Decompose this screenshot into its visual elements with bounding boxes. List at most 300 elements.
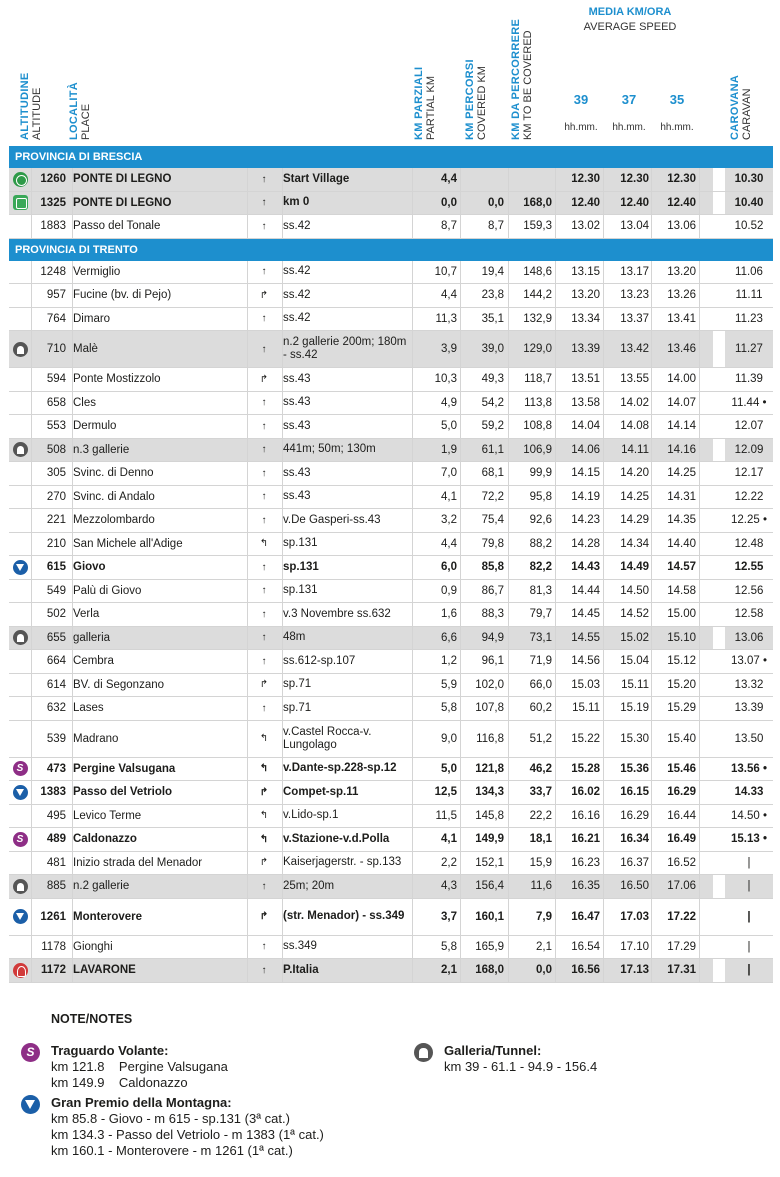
column-divider	[699, 284, 700, 307]
time-35-cell: 15.46	[667, 762, 696, 775]
table-row	[9, 331, 773, 368]
remaining-km-cell: 106,9	[523, 443, 552, 456]
table-row	[9, 959, 773, 983]
time-39-cell: 14.44	[571, 584, 600, 597]
column-divider	[460, 603, 461, 626]
direction-cell: ↱	[259, 289, 269, 301]
caravan-cell: 15.13 •	[725, 828, 773, 851]
place-cell: BV. di Segonzano	[73, 678, 165, 691]
column-divider	[460, 261, 461, 284]
time-37-cell: 14.49	[620, 561, 649, 574]
caravan-cell: 13.06	[725, 627, 773, 650]
column-divider	[699, 261, 700, 284]
caravan-gap	[713, 368, 725, 391]
time-35-cell: 15.00	[667, 608, 696, 621]
street-cell: v.Stazione-v.d.Polla	[283, 832, 390, 845]
caravan-gap	[713, 533, 725, 556]
column-divider	[699, 936, 700, 959]
column-divider	[651, 556, 652, 579]
table-row	[9, 650, 773, 674]
caravan-cell: 11.11	[725, 284, 773, 307]
column-divider	[651, 959, 652, 982]
average-speed-header	[560, 6, 700, 33]
street-cell: (str. Menador) - ss.349	[283, 910, 405, 922]
street-cell: ss.42	[283, 219, 311, 232]
partial-km-cell: 4,9	[441, 396, 457, 409]
remaining-km-cell: 132,9	[523, 312, 552, 325]
icon-cell	[11, 439, 29, 462]
place-cell: Cles	[73, 396, 97, 409]
covered-km-cell: 145,8	[475, 809, 504, 822]
time-39-cell: 14.56	[571, 655, 600, 668]
place-cell: Passo del Tonale	[73, 220, 161, 233]
time-39-cell: 14.23	[571, 514, 600, 527]
partial-km-cell: 5,0	[441, 762, 457, 775]
icon-cell	[11, 215, 29, 238]
column-divider	[699, 486, 700, 509]
table-row	[9, 415, 773, 439]
remaining-km-cell: 113,8	[524, 396, 552, 409]
street-cell: Compet-sp.11	[283, 785, 359, 798]
caravan-cell: |	[725, 875, 773, 898]
column-divider	[460, 781, 461, 804]
place-cell: Pergine Valsugana	[73, 762, 176, 775]
time-35-cell: 15.12	[667, 655, 696, 668]
altitude-cell: 1172	[41, 964, 66, 977]
caravan-gap	[713, 697, 725, 720]
caravan-cell: 12.17	[725, 462, 773, 485]
caravan-cell: 12.55	[725, 556, 773, 579]
column-divider	[651, 261, 652, 284]
notes-tv-line: km 149.9 Caldonazzo	[51, 1075, 188, 1090]
column-divider	[508, 650, 509, 673]
table-row	[9, 509, 773, 533]
table-row	[9, 462, 773, 486]
notes-tv-line: km 121.8 Pergine Valsugana	[51, 1059, 228, 1074]
place-cell: Dermulo	[73, 420, 117, 433]
covered-km-cell: 96,1	[481, 655, 504, 668]
time-35-cell: 12.30	[667, 173, 696, 186]
table-row	[9, 603, 773, 627]
average-speed-header-en: AVERAGE SPEED	[583, 21, 677, 33]
covered-km-cell: 102,0	[475, 678, 504, 691]
caravan-header-en: CARAVAN	[741, 88, 753, 140]
time-37-cell: 15.02	[620, 631, 649, 644]
table-row	[9, 721, 773, 758]
partial-km-cell: 5,8	[441, 702, 457, 715]
icon-cell	[11, 758, 29, 781]
column-divider	[460, 168, 461, 191]
remaining-km-cell: 148,6	[523, 265, 552, 278]
time-37-cell: 15.19	[620, 702, 649, 715]
column-divider	[508, 721, 509, 757]
gpm1-icon	[13, 785, 28, 800]
column-divider	[651, 215, 652, 238]
table-row	[9, 781, 773, 805]
caravan-cell: 12.07	[725, 415, 773, 438]
partial-km-cell: 6,0	[441, 561, 457, 574]
covered-km-cell: 8,7	[488, 220, 504, 233]
remaining-km-cell: 15,9	[529, 856, 552, 869]
icon-cell	[11, 781, 29, 804]
time-37-cell: 14.11	[621, 443, 649, 456]
column-divider	[651, 721, 652, 757]
tv-icon: S	[13, 832, 28, 847]
altitude-cell: 210	[46, 537, 66, 550]
column-divider	[699, 627, 700, 650]
place-cell: Monterovere	[73, 910, 143, 923]
column-divider	[460, 331, 461, 367]
time-39-cell: 13.15	[571, 265, 600, 278]
caravan-gap	[713, 415, 725, 438]
caravan-gap	[713, 168, 725, 191]
place-cell: Svinc. di Denno	[73, 467, 154, 480]
remaining-km-cell: 99,9	[529, 467, 552, 480]
table-row	[9, 439, 773, 463]
column-divider	[508, 331, 509, 367]
time-35-cell: 14.25	[667, 467, 696, 480]
street-cell: km 0	[283, 196, 310, 209]
icon-cell	[11, 899, 29, 935]
icon-cell	[11, 192, 29, 215]
partial-km-header-it: KM PARZIALI	[413, 66, 425, 140]
column-divider	[651, 758, 652, 781]
time-35-cell: 14.58	[667, 584, 696, 597]
column-divider	[508, 875, 509, 898]
time-35-cell: 15.10	[667, 631, 696, 644]
column-divider	[508, 627, 509, 650]
column-divider	[460, 674, 461, 697]
column-divider	[699, 192, 700, 215]
icon-cell	[11, 674, 29, 697]
place-cell: Svinc. di Andalo	[73, 490, 155, 503]
time-37-cell: 16.37	[620, 856, 649, 869]
remaining-km-cell: 46,2	[529, 762, 552, 775]
covered-km-cell: 88,3	[481, 608, 504, 621]
time-35-cell: 15.29	[667, 702, 696, 715]
caravan-gap	[713, 580, 725, 603]
time-37-cell: 13.23	[620, 289, 649, 302]
column-divider	[508, 308, 509, 331]
street-cell: v.De Gasperi-ss.43	[283, 513, 381, 526]
column-divider	[460, 875, 461, 898]
covered-km-cell: 79,8	[481, 537, 504, 550]
place-cell: n.3 gallerie	[73, 443, 130, 456]
table-row	[9, 486, 773, 510]
speed-37: 37	[621, 92, 637, 107]
partial-km-cell: 0,0	[441, 196, 457, 209]
street-cell: ss.349	[283, 940, 317, 953]
column-divider	[651, 781, 652, 804]
place-cell: LAVARONE	[73, 964, 136, 977]
place-cell: Malè	[73, 343, 98, 355]
hhmm-label: hh.mm.	[660, 122, 694, 133]
covered-km-cell: 121,8	[475, 762, 504, 775]
column-divider	[699, 721, 700, 757]
place-cell: Ponte Mostizzolo	[73, 373, 161, 386]
time-39-cell: 13.34	[571, 312, 600, 325]
time-35-cell: 16.44	[667, 809, 696, 822]
street-cell: P.Italia	[283, 963, 319, 976]
remaining-km-cell: 18,1	[529, 833, 552, 846]
column-divider	[460, 758, 461, 781]
covered-km-cell: 72,2	[481, 490, 504, 503]
direction-cell: ↑	[261, 632, 267, 644]
notes-tunnel-line: km 39 - 61.1 - 94.9 - 156.4	[444, 1059, 598, 1074]
table-row	[9, 580, 773, 604]
caravan-gap	[713, 261, 725, 284]
time-37-cell: 14.25	[620, 490, 649, 503]
column-divider	[508, 533, 509, 556]
time-35-cell: 13.46	[667, 343, 696, 355]
street-cell: ss.42	[283, 265, 311, 278]
caravan-cell: |	[725, 852, 773, 875]
table-row	[9, 875, 773, 899]
time-39-cell: 14.06	[571, 443, 600, 456]
table-row	[9, 828, 773, 852]
column-divider	[460, 284, 461, 307]
caravan-cell: 11.06	[725, 261, 773, 284]
street-cell: 25m; 20m	[283, 879, 335, 892]
column-divider	[699, 415, 700, 438]
street-cell: Start Village	[283, 172, 350, 185]
column-divider	[699, 805, 700, 828]
caravan-cell: 13.39	[725, 697, 773, 720]
column-divider	[651, 331, 652, 367]
street-cell: ss.43	[283, 466, 311, 479]
column-divider	[699, 758, 700, 781]
caravan-cell: 12.48	[725, 533, 773, 556]
intermediate-sprint-icon: S	[21, 1043, 40, 1062]
covered-km-cell: 165,9	[475, 940, 504, 953]
column-divider	[460, 721, 461, 757]
province-header: PROVINCIA DI TRENTO	[9, 239, 773, 261]
time-37-cell: 16.34	[620, 833, 649, 846]
column-divider	[460, 192, 461, 215]
table-row	[9, 627, 773, 651]
column-divider	[651, 284, 652, 307]
column-divider	[460, 936, 461, 959]
column-divider	[699, 439, 700, 462]
place-cell: Caldonazzo	[73, 833, 137, 846]
direction-cell: ↰	[259, 763, 269, 775]
column-divider	[508, 284, 509, 307]
place-cell: Giovo	[73, 561, 106, 574]
icon-cell	[11, 852, 29, 875]
street-cell: v.Dante-sp.228-sp.12	[283, 762, 397, 775]
direction-cell: ↑	[261, 880, 267, 892]
altitude-cell: 655	[46, 631, 66, 644]
time-39-cell: 16.21	[571, 833, 600, 846]
table-row	[9, 758, 773, 782]
partial-km-header	[413, 67, 437, 140]
column-divider	[699, 828, 700, 851]
column-divider	[508, 899, 509, 935]
street-cell: sp.131	[283, 537, 318, 550]
column-divider	[508, 959, 509, 982]
column-divider	[699, 168, 700, 191]
covered-km-cell: 75,4	[481, 514, 504, 527]
remaining-km-cell: 159,3	[523, 220, 552, 233]
time-35-cell: 12.40	[667, 196, 696, 209]
caravan-gap	[713, 852, 725, 875]
column-divider	[699, 580, 700, 603]
caravan-gap	[713, 215, 725, 238]
altitude-cell: 1260	[40, 173, 66, 186]
column-divider	[651, 439, 652, 462]
direction-cell: ↑	[261, 220, 267, 232]
table-row	[9, 392, 773, 416]
remaining-km-cell: 118,7	[524, 373, 552, 386]
altitude-cell: 481	[46, 856, 66, 869]
direction-cell: ↑	[261, 266, 267, 278]
caravan-cell: 11.44 •	[725, 392, 773, 415]
caravan-gap	[713, 509, 725, 532]
icon-cell	[11, 650, 29, 673]
covered-km-cell: 94,9	[481, 631, 504, 644]
notes-gpm-line: km 85.8 - Giovo - m 615 - sp.131 (3ª cat.)	[51, 1111, 290, 1126]
column-divider	[460, 899, 461, 935]
time-39-cell: 13.58	[571, 396, 600, 409]
altitude-cell: 549	[46, 584, 66, 597]
column-divider	[508, 392, 509, 415]
column-divider	[508, 415, 509, 438]
column-divider	[508, 852, 509, 875]
partial-km-cell: 4,4	[441, 173, 457, 186]
place-cell: Passo del Vetriolo	[73, 786, 173, 799]
column-divider	[651, 308, 652, 331]
icon-cell	[11, 697, 29, 720]
altitude-cell: 270	[46, 490, 66, 503]
time-39-cell: 14.45	[571, 608, 600, 621]
time-37-cell: 12.40	[620, 196, 649, 209]
icon-cell	[11, 936, 29, 959]
time-39-cell: 16.35	[571, 880, 600, 893]
partial-km-cell: 5,8	[441, 940, 457, 953]
caravan-cell: 10.30	[725, 168, 773, 191]
table-row	[9, 261, 773, 285]
caravan-cell: 10.52	[725, 215, 773, 238]
table-row	[9, 215, 773, 239]
time-37-cell: 14.50	[620, 584, 649, 597]
covered-km-cell: 59,2	[481, 420, 504, 433]
time-35-cell: 13.26	[667, 289, 696, 302]
icon-cell	[11, 392, 29, 415]
street-cell: 48m	[283, 631, 306, 644]
caravan-cell: 12.09	[725, 439, 773, 462]
tv-icon: S	[13, 761, 28, 776]
icon-cell	[11, 875, 29, 898]
place-cell: Mezzolombardo	[73, 514, 155, 527]
time-35-cell: 16.49	[667, 833, 696, 846]
caravan-cell: 12.58	[725, 603, 773, 626]
column-divider	[651, 580, 652, 603]
caravan-cell: 12.22	[725, 486, 773, 509]
time-35-cell: 14.35	[667, 514, 696, 527]
icon-cell	[11, 805, 29, 828]
altitude-cell: 508	[46, 443, 66, 456]
caravan-gap	[713, 899, 725, 935]
time-37-cell: 15.30	[620, 732, 649, 745]
column-divider	[460, 368, 461, 391]
place-cell: Gionghi	[73, 940, 113, 953]
column-divider	[508, 486, 509, 509]
caravan-gap	[713, 462, 725, 485]
km0-icon	[13, 195, 28, 210]
column-divider	[460, 308, 461, 331]
street-cell: ss.42	[283, 312, 311, 325]
column-divider	[508, 168, 509, 191]
notes-gpm-line: km 134.3 - Passo del Vetriolo - m 1383 (1ª cat.)	[51, 1127, 324, 1142]
table-row	[9, 168, 773, 192]
time-39-cell: 12.30	[571, 173, 600, 186]
time-37-cell: 13.37	[620, 312, 649, 325]
table-row	[9, 852, 773, 876]
altitude-cell: 1178	[41, 940, 66, 953]
column-divider	[651, 936, 652, 959]
time-35-cell: 14.00	[667, 373, 696, 386]
column-divider	[508, 261, 509, 284]
covered-km-cell: 49,3	[481, 373, 504, 386]
partial-km-cell: 3,2	[441, 514, 457, 527]
street-cell: ss.43	[283, 396, 311, 409]
direction-cell: ↱	[259, 373, 269, 385]
remaining-km-cell: 129,0	[523, 343, 552, 355]
direction-cell: ↑	[261, 585, 267, 597]
place-header-en: PLACE	[80, 103, 92, 140]
column-divider	[699, 959, 700, 982]
remaining-km-cell: 66,0	[529, 678, 552, 691]
covered-km-cell: 134,3	[475, 786, 504, 799]
average-speed-header-it: MEDIA KM/ORA	[588, 6, 672, 18]
table-row	[9, 899, 773, 936]
street-cell: ss.43	[283, 419, 311, 432]
altitude-cell: 1325	[40, 196, 66, 209]
time-35-cell: 14.57	[667, 561, 696, 574]
column-divider	[508, 674, 509, 697]
altitude-cell: 305	[46, 467, 66, 480]
column-divider	[508, 758, 509, 781]
altitude-cell: 710	[46, 343, 66, 355]
tobe-km-header	[510, 19, 534, 140]
caravan-cell: 13.32	[725, 674, 773, 697]
time-37-cell: 15.04	[620, 655, 649, 668]
altitude-cell: 221	[46, 514, 66, 527]
place-cell: Inizio strada del Menador	[73, 856, 203, 869]
remaining-km-cell: 92,6	[529, 514, 552, 527]
time-35-cell: 14.16	[667, 443, 696, 456]
place-cell: San Michele all'Adige	[73, 537, 183, 550]
remaining-km-cell: 79,7	[529, 608, 552, 621]
covered-km-cell: 0,0	[488, 196, 504, 209]
notes-tunnel	[444, 1043, 597, 1075]
time-39-cell: 13.51	[571, 373, 600, 386]
notes-tv-title: Traguardo Volante:	[51, 1043, 169, 1058]
column-divider	[508, 439, 509, 462]
time-39-cell: 13.20	[571, 289, 600, 302]
remaining-km-cell: 95,8	[529, 490, 552, 503]
notes-mountain-prize	[51, 1095, 324, 1159]
icon-cell	[11, 959, 29, 982]
time-39-cell: 13.39	[571, 343, 600, 355]
time-35-cell: 13.41	[667, 312, 696, 325]
column-divider	[508, 580, 509, 603]
place-cell: galleria	[73, 631, 111, 644]
partial-km-cell: 4,4	[441, 537, 457, 550]
caravan-gap	[713, 805, 725, 828]
partial-km-cell: 6,6	[441, 631, 457, 644]
direction-cell: ↑	[261, 514, 267, 526]
